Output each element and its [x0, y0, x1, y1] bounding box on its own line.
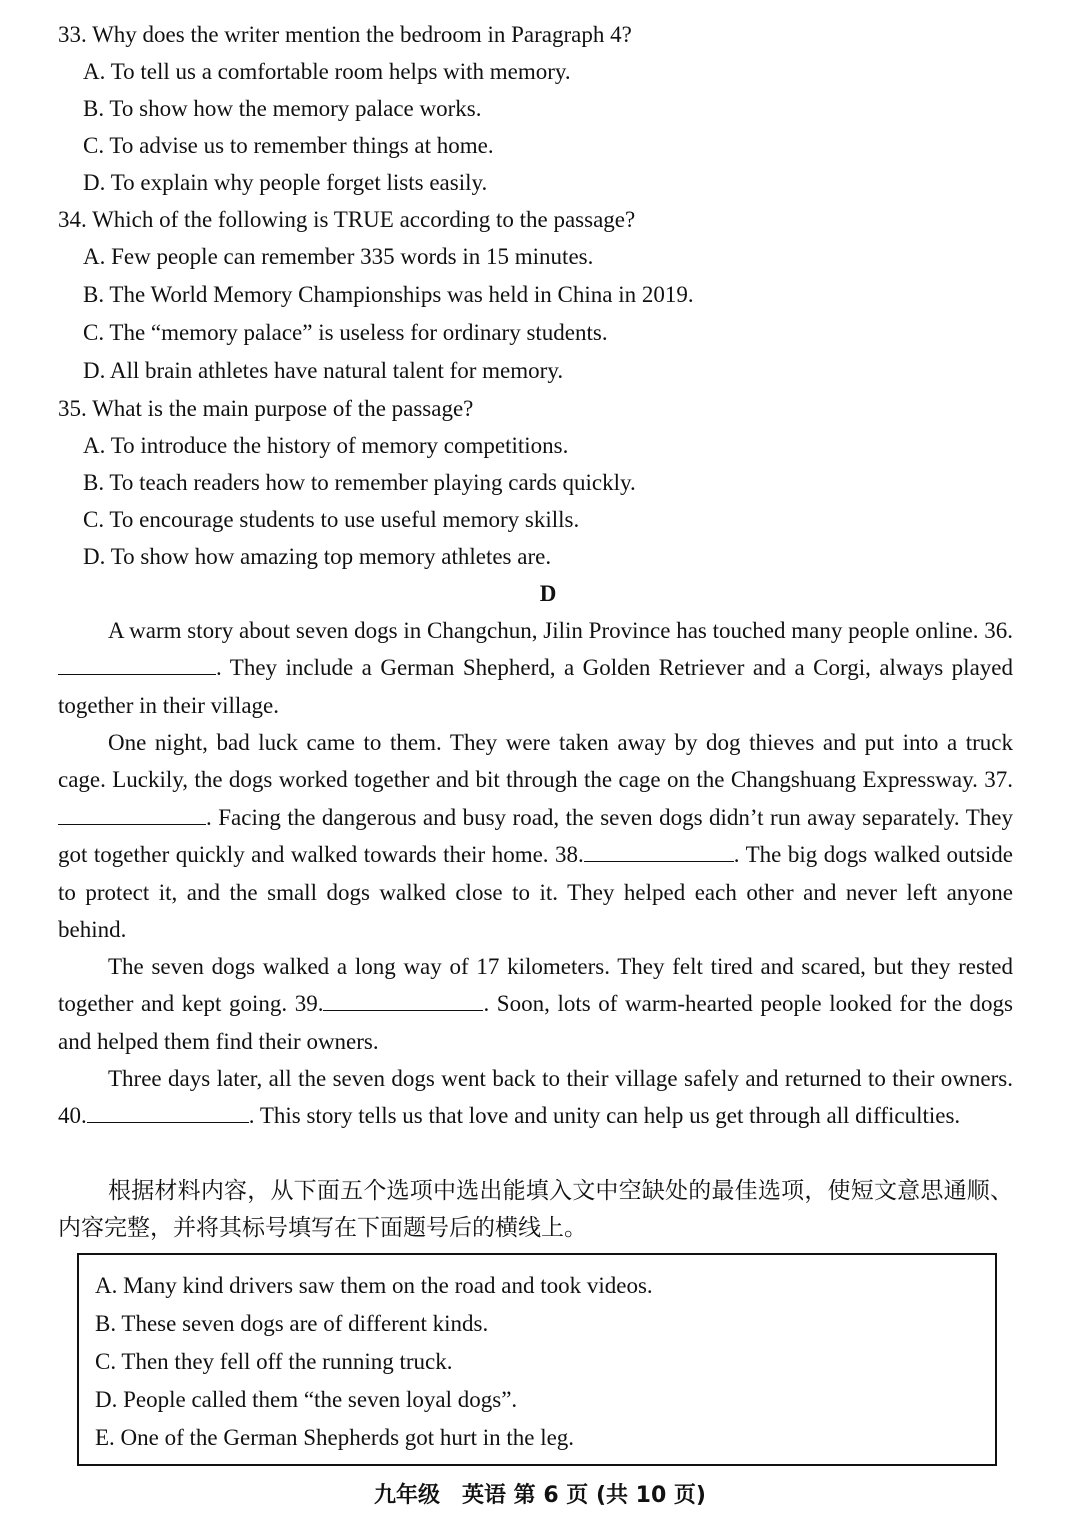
- instruction-text: 根据材料内容，从下面五个选项中选出能填入文中空缺处的最佳选项，使短文意思通顺、内容完整，并将其标号填写在下面题号后的横线上。: [58, 1178, 1013, 1241]
- choice-b: B. These seven dogs are of different kinds.: [95, 1311, 489, 1336]
- section-title: D: [539, 581, 557, 606]
- blank-39: [323, 988, 483, 1011]
- question-34-option-d: D. All brain athletes have natural talent for memory.: [83, 358, 564, 383]
- passage-paragraph-2: [58, 724, 1013, 948]
- question-34-option-c: C. The “memory palace” is useless for ordinary students.: [83, 320, 608, 345]
- paragraph-4-text-a: Three days later, all the seven dogs went back to their village safely and returned to their owners. 40.: [58, 1066, 1013, 1129]
- question-33-option-d: D. To explain why people forget lists easily.: [83, 170, 488, 195]
- question-33-stem: 33. Why does the writer mention the bedroom in Paragraph 4?: [58, 22, 632, 47]
- paragraph-3-text-b: . Soon, lots of warm-hearted people looked for the dogs and helped them find their owners.: [58, 991, 1013, 1054]
- question-35-option-d: D. To show how amazing top memory athletes are.: [83, 544, 552, 569]
- paragraph-1-text-b: . They include a German Shepherd, a Golden Retriever and a Corgi, always played together in their village.: [58, 655, 1013, 718]
- choice-d: D. People called them “the seven loyal dogs”.: [95, 1387, 518, 1412]
- question-35-option-b: B. To teach readers how to remember playing cards quickly.: [83, 470, 636, 495]
- question-34-option-a: A. Few people can remember 335 words in 15 minutes.: [83, 244, 594, 269]
- question-33-option-c: C. To advise us to remember things at home.: [83, 133, 494, 158]
- passage-paragraph-1: [58, 612, 1013, 724]
- choice-c: C. Then they fell off the running truck.: [95, 1349, 453, 1374]
- question-34-stem: 34. Which of the following is TRUE according to the passage?: [58, 207, 636, 232]
- question-33-option-a: A. To tell us a comfortable room helps with memory.: [83, 59, 571, 84]
- paragraph-3-text-a: The seven dogs walked a long way of 17 kilometers. They felt tired and scared, but they rested together and kept going. 39.: [58, 954, 1013, 1017]
- question-35-option-a: A. To introduce the history of memory competitions.: [83, 433, 569, 458]
- paragraph-2-text-b: . Facing the dangerous and busy road, the seven dogs didn’t run away separately. They got together quickly and walked towards their home. 38.: [58, 804, 1013, 868]
- blank-40: [87, 1100, 249, 1123]
- question-35-stem: 35. What is the main purpose of the passage?: [58, 396, 474, 421]
- passage-paragraph-4: [58, 1060, 1013, 1135]
- blank-36: [58, 652, 216, 675]
- choice-e: E. One of the German Shepherds got hurt in the leg.: [95, 1425, 575, 1450]
- passage-paragraph-3: [58, 948, 1013, 1060]
- question-33-option-b: B. To show how the memory palace works.: [83, 96, 482, 121]
- question-35-option-c: C. To encourage students to use useful memory skills.: [83, 507, 580, 532]
- choices-box: [77, 1253, 997, 1466]
- paragraph-2-text-a: One night, bad luck came to them. They were taken away by dog thieves and put into a truck cage. Luckily, the dogs worked together and bit through the cage on the Changshuang Expressway. 37.: [58, 730, 1013, 793]
- paragraph-4-text-b: . This story tells us that love and unity can help us get through all difficulties.: [248, 1103, 961, 1129]
- choice-a: A. Many kind drivers saw them on the road and took videos.: [95, 1273, 653, 1298]
- page-footer: 九年级 英语 第 6 页 (共 10 页): [374, 1483, 706, 1508]
- blank-38: [584, 839, 734, 862]
- paragraph-1-text-a: A warm story about seven dogs in Changchun, Jilin Province has touched many people online. 36.: [108, 618, 1013, 643]
- paragraph-2-text-c: . The big dogs walked outside to protect it, and the small dogs walked close to it. They helped each other and never left anyone behind.: [58, 842, 1013, 943]
- blank-37: [58, 802, 206, 825]
- question-34-option-b: B. The World Memory Championships was held in China in 2019.: [83, 282, 694, 307]
